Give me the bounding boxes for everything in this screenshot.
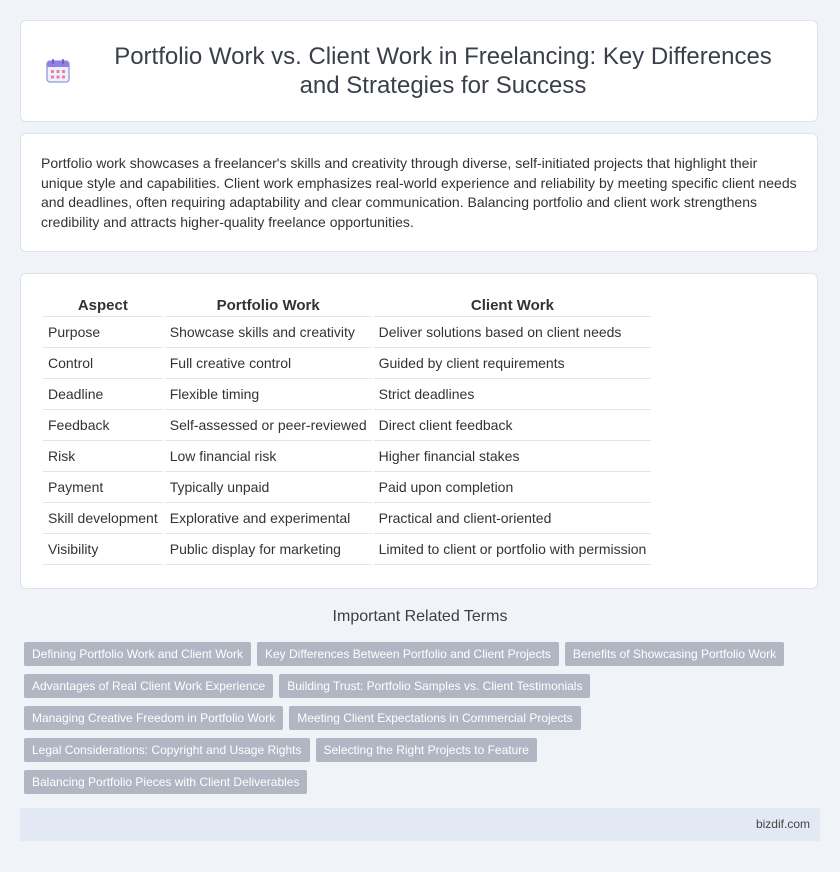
comparison-table (41, 294, 653, 565)
column-header-aspect: Aspect (43, 294, 163, 317)
table-cell: Guided by client requirements (374, 348, 652, 379)
table-cell: Low financial risk (165, 441, 372, 472)
table-cell: Deliver solutions based on client needs (374, 317, 652, 348)
title-wrap (21, 42, 817, 100)
table-row (43, 472, 651, 503)
related-term-tag[interactable]: Advantages of Real Client Work Experience (24, 674, 273, 698)
related-term-tag[interactable]: Building Trust: Portfolio Samples vs. Client Testimonials (279, 674, 590, 698)
table-cell: Deadline (43, 379, 163, 410)
table-cell: Public display for marketing (165, 534, 372, 565)
related-term-tag[interactable]: Defining Portfolio Work and Client Work (24, 642, 251, 666)
table-cell: Purpose (43, 317, 163, 348)
related-terms-list (24, 642, 814, 802)
table-row (43, 534, 651, 565)
related-term-tag[interactable]: Legal Considerations: Copyright and Usage Rights (24, 738, 310, 762)
table-cell: Self-assessed or peer-reviewed (165, 410, 372, 441)
page-title: Portfolio Work vs. Client Work in Freelancing: Key Differences and Strategies for Success (114, 43, 772, 99)
title-card (20, 20, 818, 122)
related-term-tag[interactable]: Selecting the Right Projects to Feature (316, 738, 537, 762)
footer (20, 808, 820, 841)
table-cell: Risk (43, 441, 163, 472)
column-header-client: Client Work (374, 294, 652, 317)
footer-site-link[interactable]: bizdif.com (755, 817, 810, 831)
table-row (43, 410, 651, 441)
related-term-tag[interactable]: Key Differences Between Portfolio and Client Projects (257, 642, 559, 666)
table-cell: Strict deadlines (374, 379, 652, 410)
intro-card (20, 133, 818, 252)
related-term-tag[interactable]: Managing Creative Freedom in Portfolio Work (24, 706, 283, 730)
table-cell: Higher financial stakes (374, 441, 652, 472)
table-cell: Limited to client or portfolio with permission (374, 534, 652, 565)
table-cell: Full creative control (165, 348, 372, 379)
column-header-portfolio: Portfolio Work (165, 294, 372, 317)
table-cell: Payment (43, 472, 163, 503)
related-term-tag[interactable]: Balancing Portfolio Pieces with Client Deliverables (24, 770, 307, 794)
related-term-tag[interactable]: Benefits of Showcasing Portfolio Work (565, 642, 784, 666)
table-cell: Skill development (43, 503, 163, 534)
comparison-card (20, 273, 818, 589)
table-cell: Practical and client-oriented (374, 503, 652, 534)
intro-paragraph: Portfolio work showcases a freelancer's skills and creativity through diverse, self-initiated projects that highlight their unique style and capabilities. Client work emphasizes real-world experience and reliability by meeting specific client needs and deadlines, often requiring adaptability and clear communication. Balancing portfolio and client work strengthens credibility and attracts higher-quality freelance opportunities. (41, 155, 797, 230)
table-cell: Visibility (43, 534, 163, 565)
related-terms-title: Important Related Terms (332, 608, 508, 625)
table-row (43, 503, 651, 534)
table-cell: Paid upon completion (374, 472, 652, 503)
table-cell: Showcase skills and creativity (165, 317, 372, 348)
table-row (43, 379, 651, 410)
table-cell: Feedback (43, 410, 163, 441)
table-cell: Flexible timing (165, 379, 372, 410)
calendar-icon (45, 58, 71, 84)
table-cell: Control (43, 348, 163, 379)
table-cell: Direct client feedback (374, 410, 652, 441)
table-header-row (43, 294, 651, 317)
table-row (43, 317, 651, 348)
table-row (43, 441, 651, 472)
table-cell: Typically unpaid (165, 472, 372, 503)
table-cell: Explorative and experimental (165, 503, 372, 534)
related-term-tag[interactable]: Meeting Client Expectations in Commercial Projects (289, 706, 580, 730)
table-row (43, 348, 651, 379)
